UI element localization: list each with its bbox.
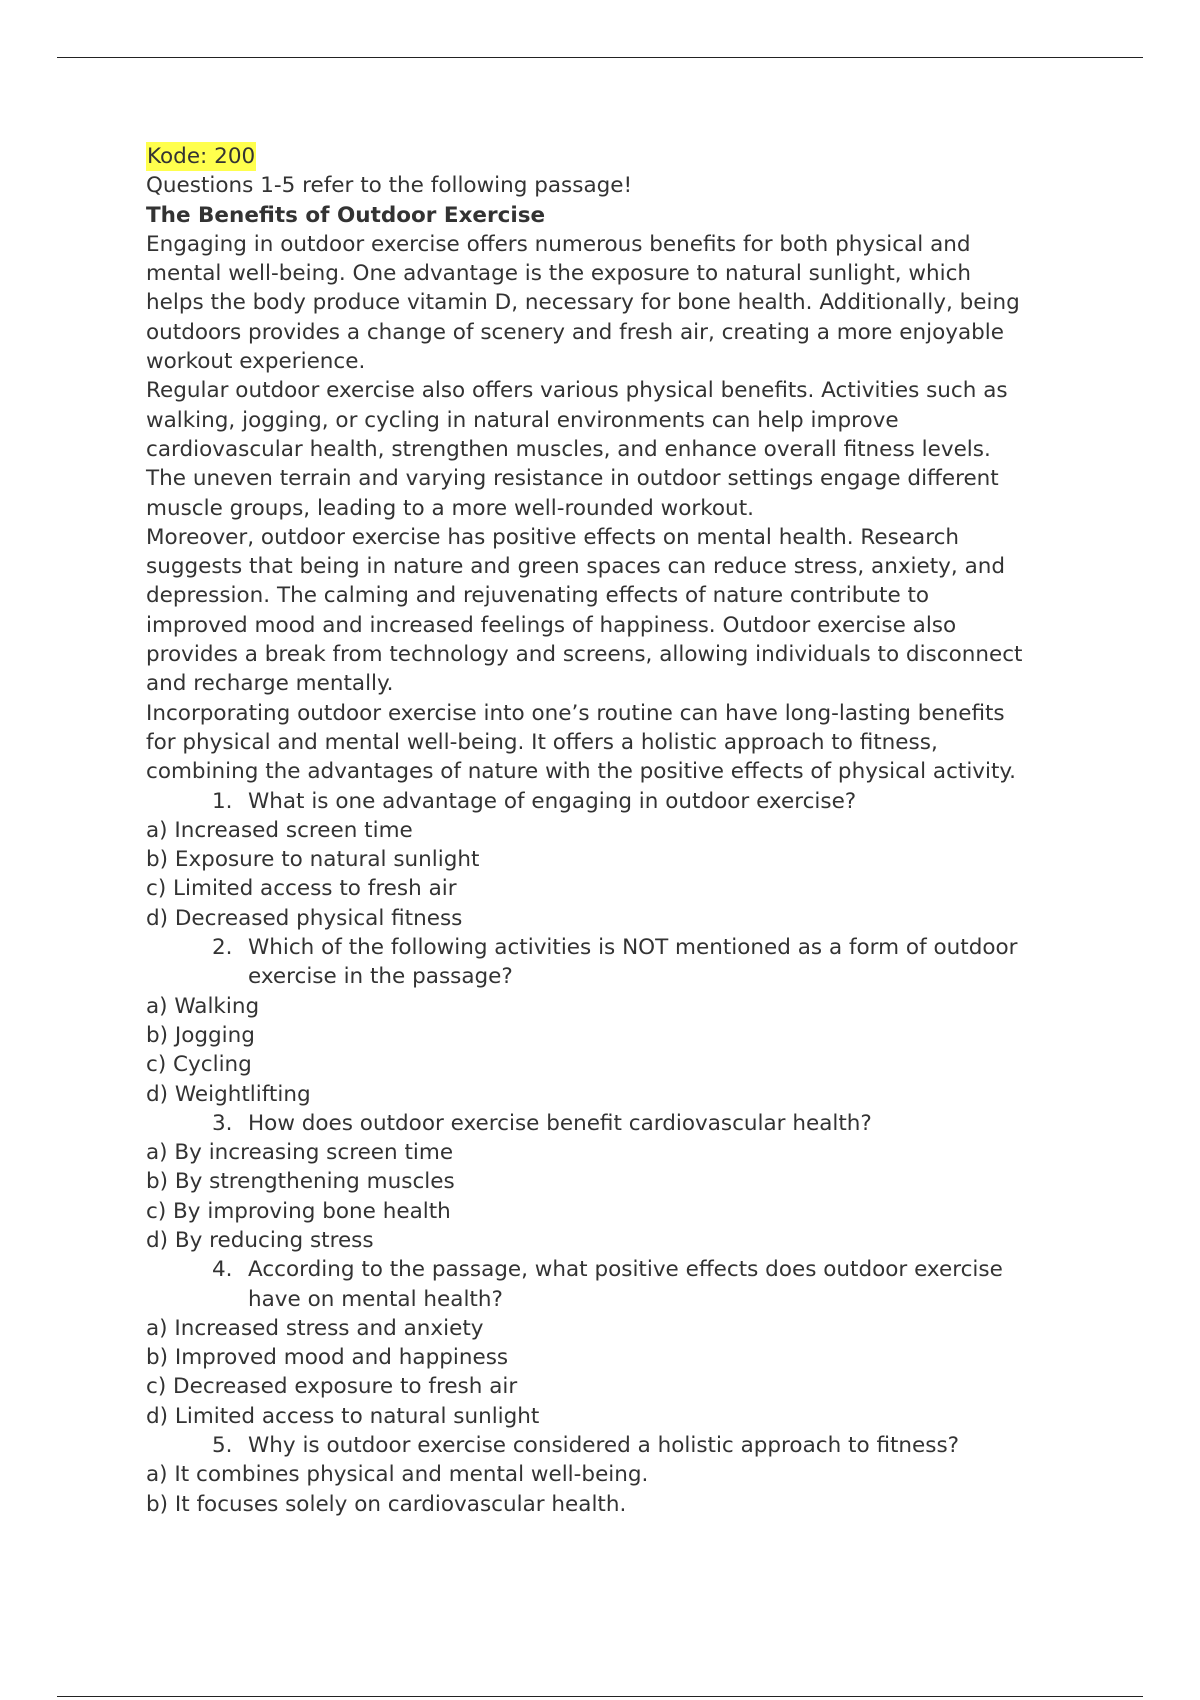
- exam-code: Kode: 200: [146, 142, 256, 171]
- paragraph-line: helps the body produce vitamin D, necessary for bone health. Additionally, being: [146, 290, 1020, 316]
- passage-paragraph: [146, 699, 1066, 787]
- paragraph-line: muscle groups, leading to a more well-rounded workout.: [146, 495, 754, 521]
- paragraph-line: Moreover, outdoor exercise has positive effects on mental health. Research: [146, 524, 960, 550]
- paragraph-line: workout experience.: [146, 349, 366, 375]
- answer-option: d) Decreased physical fitness: [146, 905, 463, 931]
- question-text: Why is outdoor exercise considered a holistic approach to fitness?: [248, 1433, 960, 1459]
- question-number: 2.: [212, 935, 233, 961]
- answer-option: c) Limited access to fresh air: [146, 876, 457, 902]
- question-1: [146, 787, 1066, 816]
- question-2: [146, 933, 1066, 992]
- exam-code-line: [146, 142, 1066, 171]
- paragraph-line: Regular outdoor exercise also offers various physical benefits. Activities such as: [146, 378, 1008, 404]
- paragraph-line: walking, jogging, or cycling in natural environments can help improve: [146, 407, 899, 433]
- paragraph-line: provides a break from technology and screens, allowing individuals to disconnect: [146, 642, 1023, 668]
- answer-option: a) It combines physical and mental well-being.: [146, 1462, 649, 1488]
- answer-option: c) By improving bone health: [146, 1198, 451, 1224]
- answer-option: b) Exposure to natural sunlight: [146, 847, 480, 873]
- answer-option: d) By reducing stress: [146, 1227, 374, 1253]
- passage: [146, 230, 1066, 787]
- document-body: [146, 142, 1066, 1519]
- question-text: According to the passage, what positive effects does outdoor exercise: [248, 1257, 1003, 1283]
- answer-option: b) By strengthening muscles: [146, 1169, 455, 1195]
- paragraph-line: Engaging in outdoor exercise offers numerous benefits for both physical and: [146, 231, 971, 257]
- paragraph-line: suggests that being in nature and green spaces can reduce stress, anxiety, and: [146, 554, 1006, 580]
- paragraph-line: outdoors provides a change of scenery and fresh air, creating a more enjoyable: [146, 319, 1004, 345]
- question-text: What is one advantage of engaging in outdoor exercise?: [248, 788, 857, 814]
- paragraph-line: The uneven terrain and varying resistance in outdoor settings engage different: [146, 466, 999, 492]
- passage-intro: Questions 1-5 refer to the following passage!: [146, 173, 633, 199]
- answer-option: d) Weightlifting: [146, 1081, 311, 1107]
- question-text: have on mental health?: [248, 1286, 503, 1312]
- answer-option: b) Jogging: [146, 1022, 255, 1048]
- answer-option: a) By increasing screen time: [146, 1140, 454, 1166]
- question-number: 1.: [212, 788, 233, 814]
- answer-option: d) Limited access to natural sunlight: [146, 1403, 540, 1429]
- answer-option: a) Increased screen time: [146, 817, 413, 843]
- answer-option: b) Improved mood and happiness: [146, 1345, 509, 1371]
- question-number: 5.: [212, 1433, 233, 1459]
- question-5: [146, 1431, 1066, 1460]
- passage-paragraph: [146, 523, 1066, 699]
- question-text: Which of the following activities is NOT mentioned as a form of outdoor: [248, 935, 1018, 961]
- question-number: 4.: [212, 1257, 233, 1283]
- question-text: exercise in the passage?: [248, 964, 513, 990]
- footer-rule: [57, 1696, 1143, 1697]
- answer-option: c) Decreased exposure to fresh air: [146, 1374, 518, 1400]
- paragraph-line: and recharge mentally.: [146, 671, 394, 697]
- passage-title: The Benefits of Outdoor Exercise: [146, 202, 546, 228]
- question-4: [146, 1255, 1066, 1314]
- answer-option: b) It focuses solely on cardiovascular health.: [146, 1491, 627, 1517]
- answer-option: a) Walking: [146, 993, 260, 1019]
- paragraph-line: mental well-being. One advantage is the exposure to natural sunlight, which: [146, 261, 972, 287]
- questions: [146, 787, 1066, 1519]
- paragraph-line: depression. The calming and rejuvenating effects of nature contribute to: [146, 583, 930, 609]
- passage-paragraph: [146, 230, 1066, 376]
- paragraph-line: for physical and mental well-being. It offers a holistic approach to fitness,: [146, 729, 938, 755]
- answer-option: a) Increased stress and anxiety: [146, 1315, 484, 1341]
- passage-paragraph: [146, 376, 1066, 522]
- header-rule: [57, 57, 1143, 58]
- question-number: 3.: [212, 1110, 233, 1136]
- question-text: How does outdoor exercise benefit cardiovascular health?: [248, 1110, 872, 1136]
- paragraph-line: cardiovascular health, strengthen muscles, and enhance overall fitness levels.: [146, 436, 991, 462]
- answer-option: c) Cycling: [146, 1052, 252, 1078]
- paragraph-line: combining the advantages of nature with the positive effects of physical activity.: [146, 759, 1016, 785]
- question-3: [146, 1109, 1066, 1138]
- paragraph-line: Incorporating outdoor exercise into one’s routine can have long-lasting benefits: [146, 700, 1005, 726]
- paragraph-line: improved mood and increased feelings of happiness. Outdoor exercise also: [146, 612, 957, 638]
